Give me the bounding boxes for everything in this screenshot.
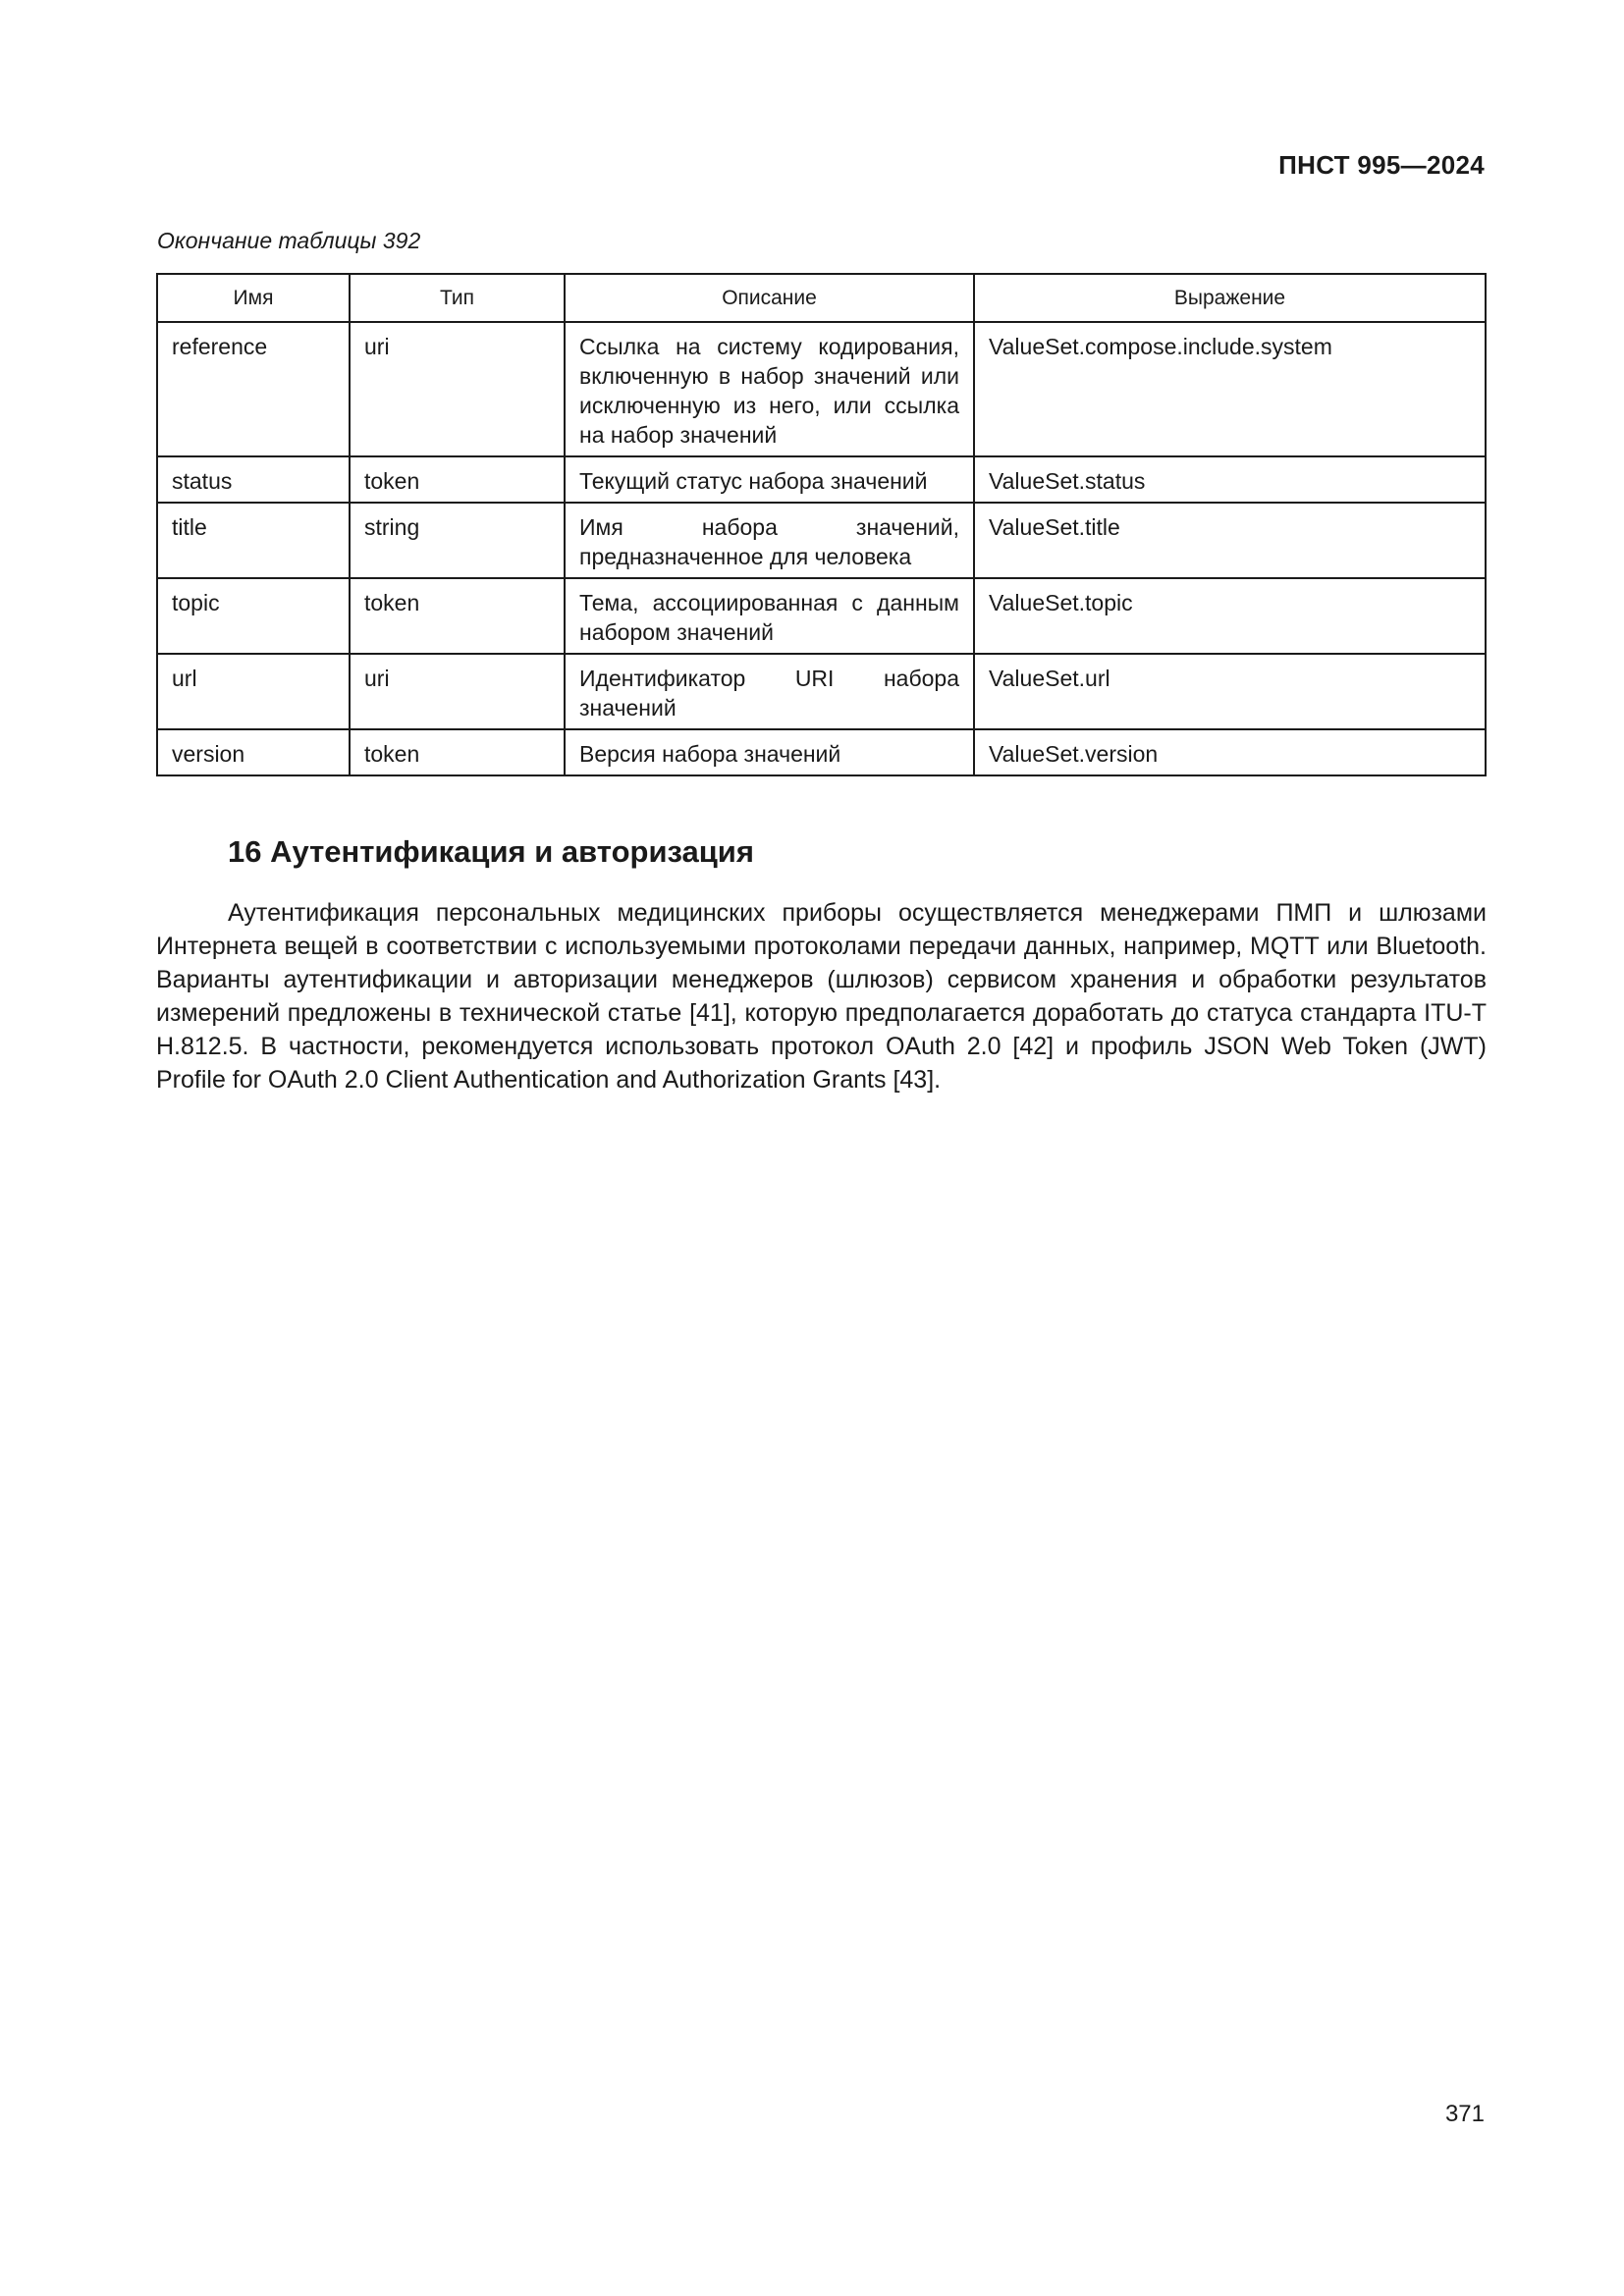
cell-name: reference bbox=[157, 322, 350, 456]
document-code: ПНСТ 995—2024 bbox=[1278, 150, 1485, 180]
cell-description: Тема, ассоциированная с данным набором значений bbox=[565, 578, 974, 654]
section-paragraph: Аутентификация персональных медицинских приборы осуществляется менеджерами ПМП и шлюзами Интернета вещей в соответствии с используемыми протоколами передачи данных, например, MQTT или Bluetooth. Варианты аутентификации и авторизации менеджеров (шлюзов) сервисом хранения и обработки результатов измерений предложены в технической статье [41], которую предполагается доработать до статуса стандарта ITU-T H.812.5. В частности, рекомендуется использовать протокол OAuth 2.0 [42] и профиль JSON Web Token (JWT) Profile for OAuth 2.0 Client Authentication and Authorization Grants [43]. bbox=[156, 899, 1487, 1094]
cell-description: Версия набора значений bbox=[565, 729, 974, 775]
table-row bbox=[157, 456, 1486, 503]
cell-expression: ValueSet.url bbox=[974, 654, 1486, 729]
column-header-description: Описание bbox=[565, 274, 974, 322]
cell-description: Ссылка на систему кодирования, включенную в набор значений или исключенную из него, или ссылка на набор значений bbox=[565, 322, 974, 456]
column-header-name: Имя bbox=[157, 274, 350, 322]
cell-name: title bbox=[157, 503, 350, 578]
cell-type: uri bbox=[350, 322, 565, 456]
cell-type: string bbox=[350, 503, 565, 578]
cell-type: token bbox=[350, 729, 565, 775]
table-row bbox=[157, 503, 1486, 578]
table-row bbox=[157, 322, 1486, 456]
cell-description: Текущий статус набора значений bbox=[565, 456, 974, 503]
cell-expression: ValueSet.version bbox=[974, 729, 1486, 775]
parameters-table bbox=[156, 273, 1487, 776]
cell-type: token bbox=[350, 456, 565, 503]
table-caption: Окончание таблицы 392 bbox=[157, 228, 421, 253]
cell-type: token bbox=[350, 578, 565, 654]
section-heading: 16 Аутентификация и авторизация bbox=[228, 834, 754, 869]
column-header-expression: Выражение bbox=[974, 274, 1486, 322]
table-row bbox=[157, 654, 1486, 729]
cell-expression: ValueSet.title bbox=[974, 503, 1486, 578]
cell-expression: ValueSet.topic bbox=[974, 578, 1486, 654]
cell-name: status bbox=[157, 456, 350, 503]
column-header-type: Тип bbox=[350, 274, 565, 322]
cell-expression: ValueSet.compose.include.system bbox=[974, 322, 1486, 456]
cell-name: version bbox=[157, 729, 350, 775]
cell-name: topic bbox=[157, 578, 350, 654]
table-header-row bbox=[157, 274, 1486, 322]
table-row bbox=[157, 578, 1486, 654]
cell-description: Идентификатор URI набора значений bbox=[565, 654, 974, 729]
cell-description: Имя набора значений, предназначенное для человека bbox=[565, 503, 974, 578]
cell-type: uri bbox=[350, 654, 565, 729]
cell-name: url bbox=[157, 654, 350, 729]
cell-expression: ValueSet.status bbox=[974, 456, 1486, 503]
table-row bbox=[157, 729, 1486, 775]
page-number: 371 bbox=[1444, 2101, 1485, 2127]
